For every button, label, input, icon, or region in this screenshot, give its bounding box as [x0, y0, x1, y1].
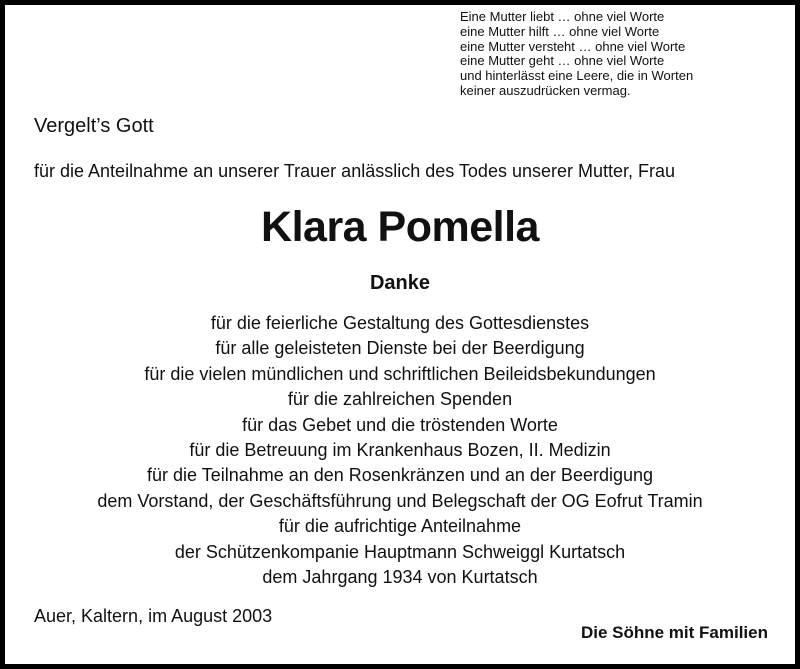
thanks-item: für alle geleisteten Dienste bei der Beerdigung — [215, 338, 585, 359]
poem-line: eine Mutter hilft … ohne viel Worte — [460, 23, 660, 39]
thanks-item: für die feierliche Gestaltung des Gottesdienstes — [210, 313, 590, 333]
poem — [460, 10, 693, 99]
signature: Die Söhne mit Familien — [580, 623, 768, 642]
deceased-name: Klara Pomella — [261, 203, 539, 251]
thanks-item: dem Jahrgang 1934 von Kurtatsch — [262, 567, 538, 588]
place-date: Auer, Kaltern, im August 2003 — [34, 606, 273, 626]
thanks-item: für die Teilnahme an den Rosenkränzen und an der Beerdigung — [146, 465, 654, 486]
thanks-item: für die zahlreichen Spenden — [287, 389, 513, 410]
thanks-item: der Schützenkompanie Hauptmann Schweiggl Kurtatsch — [174, 541, 626, 562]
poem-line: Eine Mutter liebt … ohne viel Worte — [460, 9, 665, 24]
greeting: Vergelt’s Gott — [34, 115, 154, 137]
poem-line: und hinterlässt eine Leere, die in Worten — [460, 68, 694, 84]
thanks-item: für das Gebet und die tröstenden Worte — [242, 414, 558, 435]
thanks-heading: Danke — [369, 272, 431, 294]
poem-line: eine Mutter versteht … ohne viel Worte — [460, 38, 686, 54]
poem-line: eine Mutter geht … ohne viel Worte — [460, 53, 665, 69]
thanks-list — [0, 311, 800, 590]
thanks-item: für die Betreuung im Krankenhaus Bozen, II. Medizin — [189, 440, 611, 461]
thanks-item: für die vielen mündlichen und schriftlichen Beileidsbekundungen — [144, 363, 656, 384]
intro-text: für die Anteilnahme an unserer Trauer anlässlich des Todes unserer Mutter, Frau — [34, 161, 676, 181]
poem-line: keiner auszudrücken vermag. — [460, 82, 631, 98]
thanks-item: für die aufrichtige Anteilnahme — [278, 516, 522, 537]
thanks-item: dem Vorstand, der Geschäftsführung und Belegschaft der OG Eofrut Tramin — [97, 490, 703, 511]
